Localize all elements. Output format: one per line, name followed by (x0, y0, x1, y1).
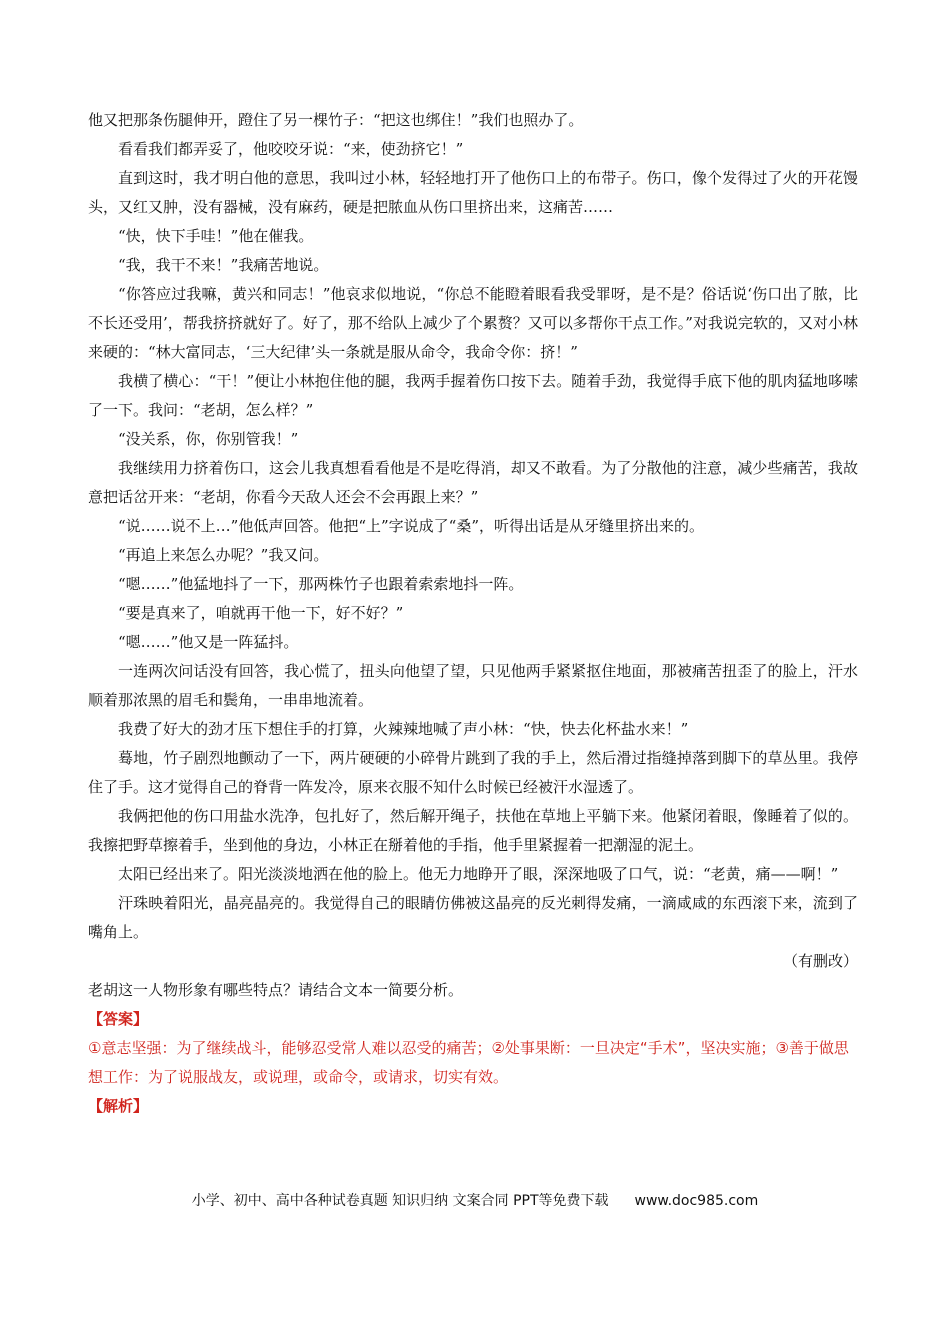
page-footer (0, 1190, 950, 1210)
paragraph: “没关系，你，你别管我！” (118, 430, 299, 448)
paragraph: 蓦地，竹子剧烈地颤动了一下，两片硬硬的小碎骨片跳到了我的手上，然后滑过指缝掉落到脚下的草丛里。我停住了手。这才觉得自己的脊背一阵发冷，原来衣服不知什么时候已经被汗水湿透了。 (88, 749, 858, 796)
paragraph: “嗯……”他又是一阵猛抖。 (118, 633, 299, 651)
paragraph: 我俩把他的伤口用盐水洗净，包扎好了，然后解开绳子，扶他在草地上平躺下来。他紧闭着眼，像睡着了似的。我擦把野草擦着手，坐到他的身边，小林正在掰着他的手指，他手里紧握着一把潮湿的泥土。 (88, 807, 858, 854)
source-note: （有删改） (782, 952, 858, 970)
paragraph: “要是真来了，咱就再干他一下，好不好？” (118, 604, 404, 622)
analysis-tag: 【解析】 (88, 1097, 149, 1115)
paragraph: 我继续用力挤着伤口，这会儿我真想看看他是不是吃得消，却又不敢看。为了分散他的注意，减少些痛苦，我故意把话岔开来：“老胡，你看今天敌人还会不会再跟上来？” (88, 459, 858, 506)
paragraph: 太阳已经出来了。阳光淡淡地洒在他的脸上。他无力地睁开了眼，深深地吸了口气，说：“老黄，痛——啊！” (118, 865, 839, 883)
paragraph: 我费了好大的劲才压下想住手的打算，火辣辣地喊了声小林：“快，快去化杯盐水来！” (118, 720, 689, 738)
paragraph: 看看我们都弄妥了，他咬咬牙说：“来，使劲挤它！” (118, 140, 464, 158)
paragraph: 他又把那条伤腿伸开，蹬住了另一棵竹子：“把这也绑住！”我们也照办了。 (88, 111, 584, 129)
paragraph: “我，我干不来！”我痛苦地说。 (118, 256, 329, 274)
document-body (88, 106, 858, 1121)
story-text (88, 106, 858, 947)
paragraph: “你答应过我嘛，黄兴和同志！”他哀求似地说，“你总不能瞪着眼看我受罪呀，是不是？俗话说‘伤口出了脓，比不长还受用’，帮我挤挤就好了。好了，那不给队上减少了个累赘？又可以多帮你干点工作。”对我说完软的，又对小林来硬的：“林大富同志，‘三大纪律’头一条就是服从命令，我命令你：挤！” (88, 285, 858, 361)
answer-tag: 【答案】 (88, 1010, 149, 1028)
answer-text: ①意志坚强：为了继续战斗，能够忍受常人难以忍受的痛苦；②处事果断：一旦决定“手术”，坚决实施；③善于做思想工作：为了说服战友，或说理，或命令，或请求，切实有效。 (88, 1039, 849, 1086)
footer-url[interactable]: www.doc985.com (634, 1193, 759, 1209)
footer-text: 小学、初中、高中各种试卷真题 知识归纳 文案合同 PPT等免费下载 (191, 1193, 609, 1209)
paragraph: “快，快下手哇！”他在催我。 (118, 227, 314, 245)
paragraph: 一连两次问话没有回答，我心慌了，扭头向他望了望，只见他两手紧紧抠住地面，那被痛苦扭歪了的脸上，汗水顺着那浓黑的眉毛和鬓角，一串串地流着。 (88, 662, 858, 709)
paragraph: “再追上来怎么办呢？”我又问。 (118, 546, 329, 564)
question-text: 老胡这一人物形象有哪些特点？请结合文本一简要分析。 (88, 981, 464, 999)
paragraph: “嗯……”他猛地抖了一下，那两株竹子也跟着索索地抖一阵。 (118, 575, 524, 593)
paragraph: 直到这时，我才明白他的意思，我叫过小林，轻轻地打开了他伤口上的布带子。伤口，像个发得过了火的开花馒头，又红又肿，没有器械，没有麻药，硬是把脓血从伤口里挤出来，这痛苦…… (88, 169, 858, 216)
paragraph: 汗珠映着阳光，晶亮晶亮的。我觉得自己的眼睛仿佛被这晶亮的反光刺得发痛，一滴咸咸的东西滚下来，流到了嘴角上。 (88, 894, 858, 941)
paragraph: 我横了横心：“干！”便让小林抱住他的腿，我两手握着伤口按下去。随着手劲，我觉得手底下他的肌肉猛地哆嗦了一下。我问：“老胡，怎么样？” (88, 372, 858, 419)
paragraph: “说……说不上…”他低声回答。他把“上”字说成了“桑”，听得出话是从牙缝里挤出来的。 (118, 517, 705, 535)
